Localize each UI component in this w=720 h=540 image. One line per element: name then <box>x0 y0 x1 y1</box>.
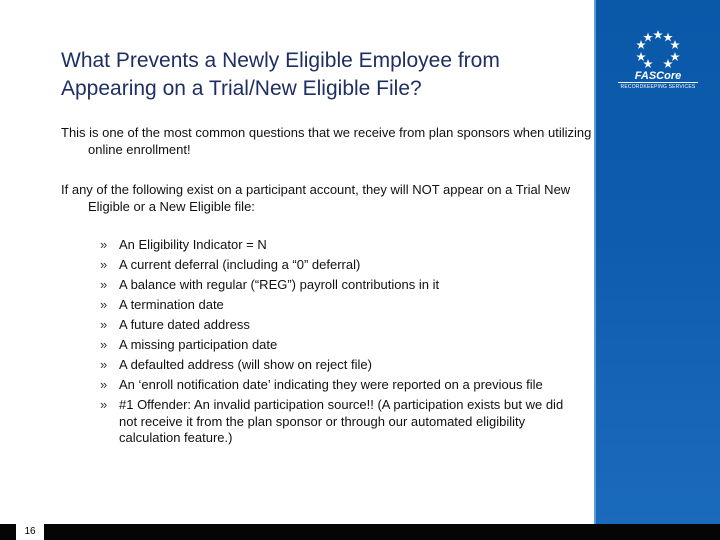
bullet-marker: » <box>100 317 108 332</box>
condition-paragraph: If any of the following exist on a participant account, they will NOT appear on a Trial New Eligible or a New Eligible file: <box>61 182 571 214</box>
slide-title-line-2: Appearing on a Trial/New Eligible File? <box>61 77 422 100</box>
slide-title <box>61 47 581 103</box>
bullet-marker: » <box>100 377 108 392</box>
fascore-logo <box>610 28 706 98</box>
bullet-marker: » <box>100 397 108 412</box>
page-number: 16 <box>16 524 44 540</box>
bullet-text: A defaulted address (will show on reject file) <box>119 357 372 372</box>
bullet-marker: » <box>100 257 108 272</box>
list-item <box>100 237 570 254</box>
bullet-marker: » <box>100 357 108 372</box>
list-item <box>100 377 570 394</box>
logo-subtitle: RECORDKEEPING SERVICES <box>620 84 696 90</box>
list-item <box>100 257 570 274</box>
bullet-marker: » <box>100 297 108 312</box>
bullet-text: A current deferral (including a “0” deferral) <box>119 257 361 272</box>
slide-title-line-1: What Prevents a Newly Eligible Employee from <box>61 49 500 72</box>
bullet-marker: » <box>100 337 108 352</box>
list-item <box>100 317 570 334</box>
bullet-text: #1 Offender: An invalid participation source!! (A participation exists but we did not receive it from the plan sponsor or through our automated eligibility calculation feature.) <box>119 397 564 445</box>
list-item <box>100 277 570 294</box>
list-item <box>100 397 570 447</box>
bullet-marker: » <box>100 277 108 292</box>
list-item <box>100 357 570 374</box>
star-ring-icon <box>610 28 706 70</box>
intro-paragraph: This is one of the most common questions that we receive from plan sponsors when utilizing online enrollment! <box>61 125 592 157</box>
bullet-text: An Eligibility Indicator = N <box>119 237 267 252</box>
bullet-marker: » <box>100 237 108 252</box>
bullet-text: A missing participation date <box>119 337 278 352</box>
logo-name: FASCore <box>634 70 682 82</box>
list-item <box>100 337 570 354</box>
bullet-text: A future dated address <box>119 317 250 332</box>
bullet-text: An ‘enroll notification date’ indicating they were reported on a previous file <box>119 377 543 392</box>
bullet-list <box>100 237 570 450</box>
bullet-text: A termination date <box>119 297 224 312</box>
logo-divider <box>618 82 698 83</box>
bottom-bar <box>0 524 720 540</box>
list-item <box>100 297 570 314</box>
bullet-text: A balance with regular (“REG”) payroll contributions in it <box>119 277 440 292</box>
